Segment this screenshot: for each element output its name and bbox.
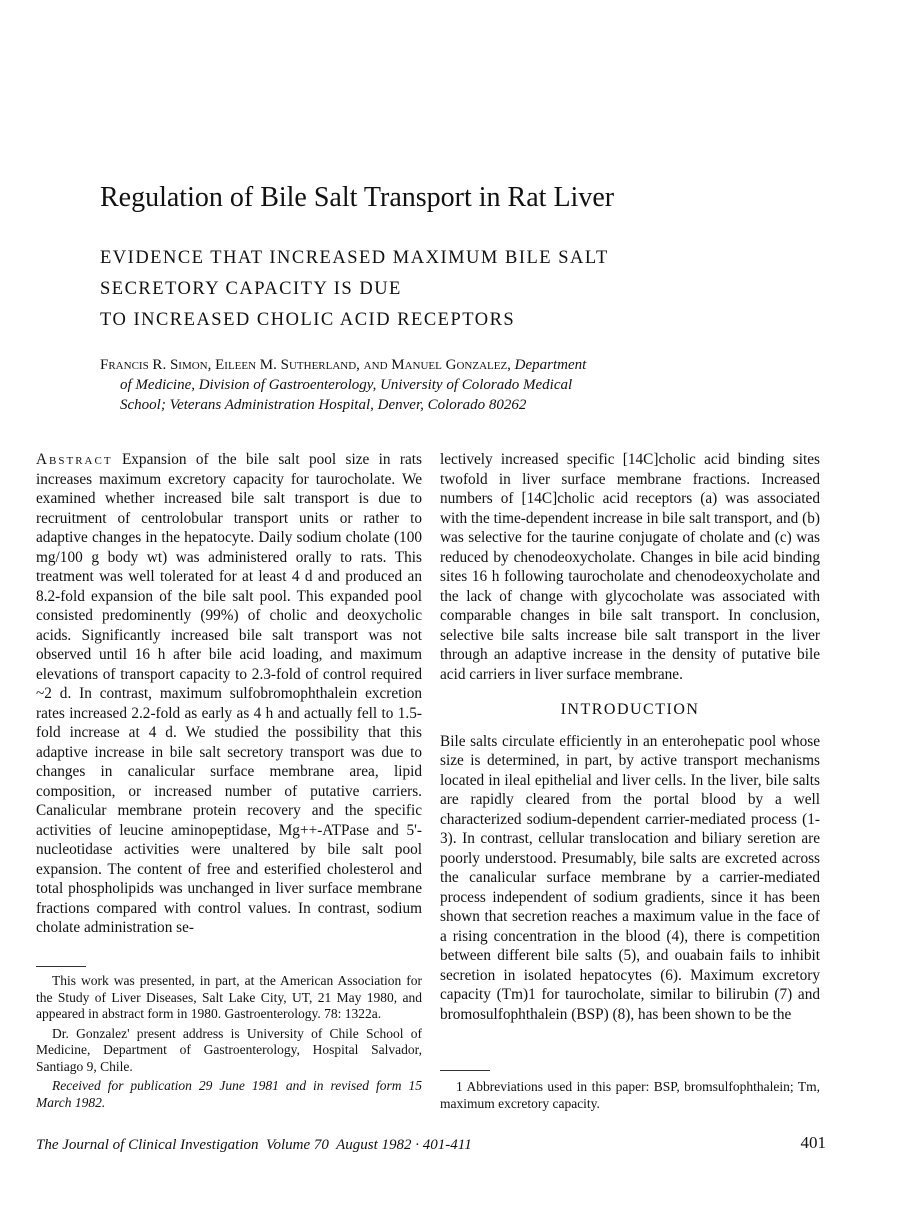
journal-name: The Journal of Clinical Investigation xyxy=(36,1137,259,1153)
abstract-paragraph xyxy=(36,450,422,938)
page-footer xyxy=(36,1133,826,1154)
introduction-heading: INTRODUCTION xyxy=(560,701,700,718)
affiliation: of Medicine, Division of Gastroenterology, University of Colorado Medical xyxy=(120,377,573,393)
footnote-rule xyxy=(36,966,86,967)
footnotes-right xyxy=(440,1070,820,1112)
left-column xyxy=(36,450,422,938)
footnote-rule xyxy=(440,1070,490,1071)
subtitle xyxy=(100,243,609,336)
abstract-text: Expansion of the bile salt pool size in rats increases maximum excretory capacity for taurocholate. We examined whether increased bile salt transport is due to recruitment of centrolobular transport units or rather to adaptive changes in the hepatocyte. Daily sodium cholate (100 mg/100 g body wt) was administered orally to rats. This treatment was well tolerated for at least 4 d and produced an 8.2-fold expansion of the bile salt pool. This expanded pool consisted predominently (99%) of cholic and deoxycholic acids. Significantly increased bile salt transport was not observed until 16 h after bile acid loading, and maximum elevations of transport capacity to 2.3-fold of control required ~2 d. In contrast, maximum sulfobromophthalein excretion rates increased 2.2-fold as early as 4 h and actually fell to 1.5-fold increase at 4 d. We studied the possibility that this adaptive increase in bile salt secretory transport was due to changes in canalicular surface membrane area, lipid composition, or increased number of putative carriers. Canalicular membrane protein recovery and the specific activities of leucine aminopeptidase, Mg++-ATPase and 5'-nucleotidase activities were unaltered by bile salt pool expansion. The content of free and esterified cholesterol and total phospholipids was unchanged in liver surface membrane fractions compared with control values. In contrast, sodium cholate administration se- xyxy=(36,451,423,936)
subtitle-line: TO INCREASED CHOLIC ACID RECEPTORS xyxy=(100,310,516,330)
author-block xyxy=(100,355,700,415)
subtitle-line: EVIDENCE THAT INCREASED MAXIMUM BILE SALT xyxy=(100,248,609,268)
author-names: Francis R. Simon, Eileen M. Sutherland, and Manuel Gonzalez, xyxy=(100,357,511,373)
subtitle-line: SECRETORY CAPACITY IS DUE xyxy=(100,279,402,299)
abstract-continuation: lectively increased specific [14C]cholic acid binding sites twofold in liver surface membrane fractions. Increased numbers of [14C]cholic acid receptors (a) was associated with the time-dependent increase in bile salt transport, and (b) was selective for the taurine conjugate of cholate and (c) was reduced by chenodeoxycholate. Changes in bile acid binding sites 16 h following taurocholate and chenodeoxycholate and the lack of change with glycocholate was associated with comparable changes in bile salt transport. In conclusion, selective bile salts increase bile salt transport in the liver through an adaptive increase in the density of putative bile acid carriers in liver surface membrane. xyxy=(440,451,820,683)
footnote: This work was presented, in part, at the American Association for the Study of Liver Diseases, Salt Lake City, UT, 21 May 1980, and appeared in abstract form in 1980. Gastroenterology. 78: 1322a. xyxy=(36,973,422,1021)
right-column xyxy=(440,450,820,1024)
footnote: Dr. Gonzalez' present address is University of Chile School of Medicine, Department of Gastroenterology, Hospital Salvador, Santiago 9, Chile. xyxy=(36,1025,422,1074)
footnote: 1 Abbreviations used in this paper: BSP, bromsulfophthalein; Tm, maximum excretory capacity. xyxy=(440,1079,820,1111)
journal-volume: Volume 70 xyxy=(265,1137,329,1153)
journal-issue: August 1982 · 401-411 xyxy=(336,1137,472,1153)
footnotes-left xyxy=(36,966,422,1114)
affiliation: Department xyxy=(514,357,587,373)
introduction-text: Bile salts circulate efficiently in an enterohepatic pool whose size is determined, in part, by active transport mechanisms located in ileal epithelial and liver cells. In the liver, bile salts are rapidly cleared from the portal blood by a well characterized sodium-dependent carrier-mediated process (1-3). In contrast, cellular translocation and biliary seretion are poorly understood. Presumably, bile salts are excreted across the canalicular surface membrane by a carrier-mediated process independent of sodium gradients, since it has been shown that secretion reaches a maximum value in the face of a rising concentration in the blood (4), there is competition between different bile salts (5), and ouabain fails to inhibit secretion in isolated hepatocytes (6). Maximum excretory capacity (Tm)1 for taurocholate, similar to bilirubin (7) and bromosulfophthalein (BSP) (8), has been shown to be the xyxy=(440,732,820,1023)
abstract-heading: Abstract xyxy=(36,451,113,468)
footnote: Received for publication 29 June 1981 and in revised form 15 March 1982. xyxy=(36,1078,422,1110)
affiliation: School; Veterans Administration Hospital, Denver, Colorado 80262 xyxy=(120,397,527,413)
page-title: Regulation of Bile Salt Transport in Rat Liver xyxy=(100,182,615,213)
page-number: 401 xyxy=(800,1133,826,1152)
